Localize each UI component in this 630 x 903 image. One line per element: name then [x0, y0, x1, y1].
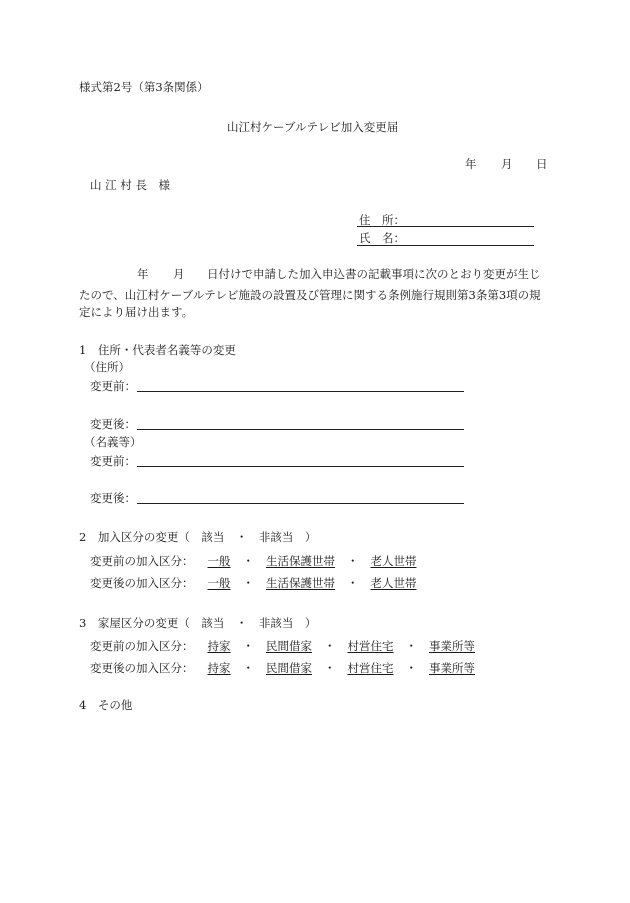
name-before-label: 変更前： [90, 454, 136, 468]
section4-title: 4 その他 [79, 698, 133, 712]
body-year-label: 年 [137, 267, 149, 281]
option-general[interactable]: 一般 [207, 576, 231, 590]
section3-before-label: 変更前の加入区分： [90, 639, 194, 653]
section3-before-row [90, 639, 475, 653]
separator-dot: ・ [405, 661, 417, 675]
date-day-label: 日 [536, 157, 548, 171]
separator-dot: ・ [242, 639, 254, 653]
document-title: 山江村ケーブルテレビ加入変更届 [227, 120, 399, 134]
separator-dot: ・ [242, 576, 254, 590]
section3-after-row [90, 661, 475, 675]
name-before-field[interactable] [137, 466, 464, 467]
option-general[interactable]: 一般 [207, 554, 231, 568]
option-village-housing[interactable]: 村営住宅 [347, 661, 394, 675]
name-after-field[interactable] [137, 503, 464, 504]
section3-after-label: 変更後の加入区分： [90, 661, 194, 675]
name-label: 氏 名： [359, 231, 405, 245]
body-month-label: 月 [173, 267, 185, 281]
option-welfare-household[interactable]: 生活保護世帯 [266, 576, 335, 590]
section2-before-row [90, 554, 417, 568]
date-year-label: 年 [465, 157, 477, 171]
section2-title: 2 加入区分の変更（ 該当 ・ 非該当 ） [79, 530, 317, 544]
date-month-label: 月 [501, 157, 513, 171]
section2-after-row [90, 576, 417, 590]
section1-name-sub: （名義等） [84, 435, 142, 449]
address-after-field[interactable] [137, 429, 464, 430]
body-line-3: 定により届け出ます。 [79, 305, 194, 319]
separator-dot: ・ [324, 661, 336, 675]
option-elderly-household[interactable]: 老人世帯 [370, 576, 417, 590]
addressee: 山 江 村 長 様 [90, 178, 170, 192]
address-before-field[interactable] [137, 391, 464, 392]
address-after-label: 変更後： [90, 417, 136, 431]
separator-dot: ・ [347, 554, 359, 568]
option-private-rental[interactable]: 民間借家 [266, 661, 312, 675]
name-after-label: 変更後： [90, 491, 136, 505]
address-field[interactable] [404, 226, 534, 227]
body-line-1: 日付けで申請した加入申込書の記載事項に次のとおり変更が生じ [207, 267, 541, 281]
separator-dot: ・ [242, 554, 254, 568]
option-owned-house[interactable]: 持家 [207, 661, 231, 675]
section2-before-label: 変更前の加入区分： [90, 554, 194, 568]
separator-dot: ・ [405, 639, 417, 653]
option-business-premises[interactable]: 事業所等 [429, 639, 475, 653]
option-private-rental[interactable]: 民間借家 [266, 639, 312, 653]
separator-dot: ・ [242, 661, 254, 675]
separator-dot: ・ [324, 639, 336, 653]
address-label: 住 所： [359, 213, 405, 227]
separator-dot: ・ [347, 576, 359, 590]
name-field[interactable] [404, 245, 534, 246]
address-before-label: 変更前： [90, 379, 136, 393]
option-business-premises[interactable]: 事業所等 [429, 661, 475, 675]
section1-address-sub: （住所） [84, 360, 130, 374]
section1-title: 1 住所・代表者名義等の変更 [79, 343, 236, 357]
option-owned-house[interactable]: 持家 [207, 639, 231, 653]
option-elderly-household[interactable]: 老人世帯 [370, 554, 417, 568]
body-line-2: たので、山江村ケーブルテレビ施設の設置及び管理に関する条例施行規則第3条第3項の規 [79, 288, 541, 302]
option-village-housing[interactable]: 村営住宅 [347, 639, 394, 653]
section2-after-label: 変更後の加入区分： [90, 576, 194, 590]
option-welfare-household[interactable]: 生活保護世帯 [266, 554, 335, 568]
section3-title: 3 家屋区分の変更（ 該当 ・ 非該当 ） [79, 616, 317, 630]
form-number: 様式第2号（第3条関係） [79, 80, 209, 94]
